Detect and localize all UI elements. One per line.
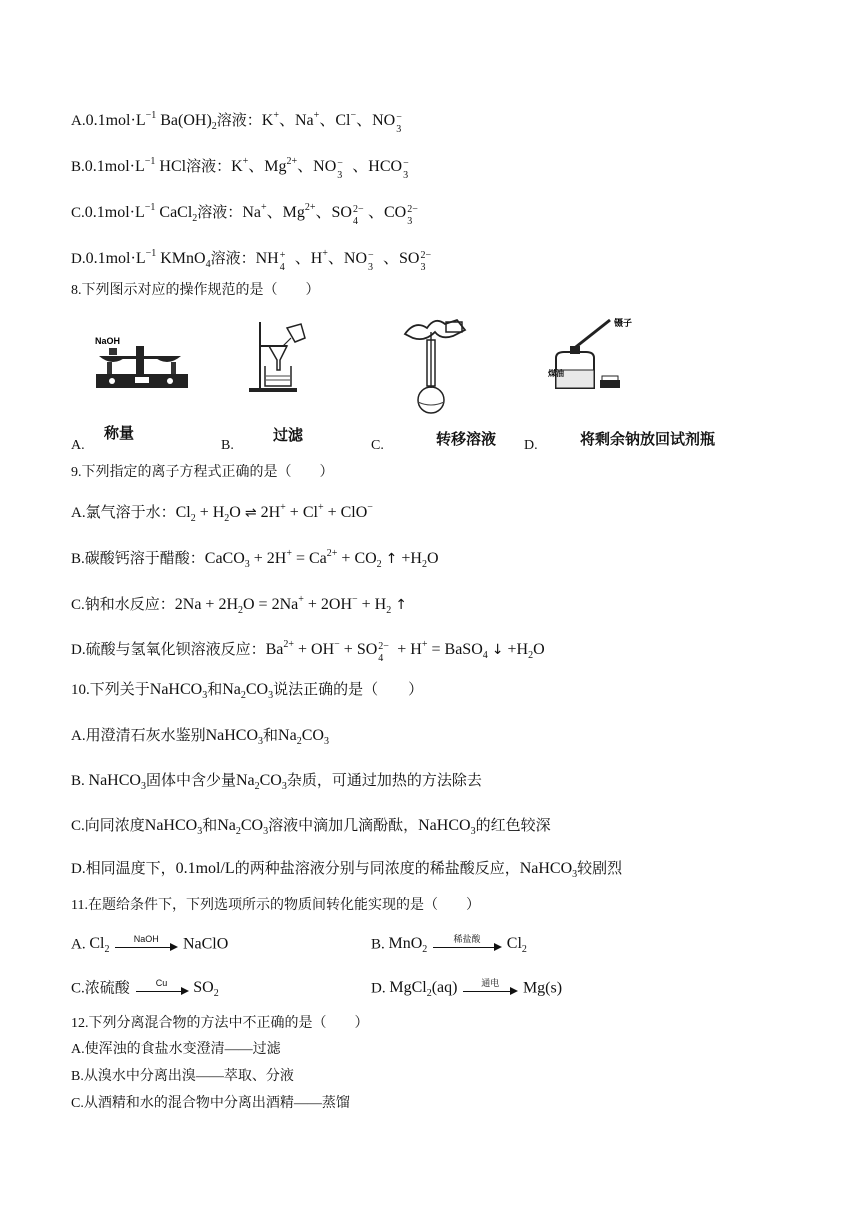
q7-option-c: $C.0.1mol\cdot L^{-1}$ CaCl$_2$溶液：Na+、$Mg^{2+}$、SO 2− 4 、CO 2− 3 xyxy=(71,202,418,228)
q12-option-a: A.使浑浊的食盐水变澄清——过滤 xyxy=(71,1042,281,1057)
q10-option-b: B. NaHCO$_3$固体中含少量$Na_2CO_3$杂质，可通过加热的方法除去 xyxy=(71,772,482,792)
q7-option-a: $A.0.1mol\cdot L^{-1}$ $Ba(OH)_2$溶液：K+、Na+、Cl−、NO − 3 xyxy=(71,110,402,136)
balance-illustration xyxy=(91,326,201,406)
q12-option-c: C.从酒精和水的混合物中分离出酒精——蒸馏 xyxy=(71,1096,350,1111)
q10-option-d: D.相同温度下，0.1mol/L的两种盐溶液分别与同浓度的稀盐酸反应，NaHCO$_3$较剧烈 xyxy=(71,860,623,880)
reaction-arrow-b: 稀盐酸 xyxy=(431,934,503,956)
q10-stem: 10.下列关于NaHCO$_3$和$Na_2CO_3$说法正确的是（ ） xyxy=(71,681,424,701)
figure-label-d: D. xyxy=(524,438,538,453)
tweezers-label: 镊子 xyxy=(614,319,633,329)
kerosene-label: 煤油 xyxy=(548,369,564,378)
caption-return-sodium: 将剩余钠放回试剂瓶 xyxy=(580,430,716,448)
reaction-arrow-d: 通电 xyxy=(461,978,519,1000)
figure-balance xyxy=(71,310,221,453)
q7-option-d: $D.0.1mol\cdot L^{-1}$ KMnO$_4$溶液：NH + 4 、H+、NO − 3 、SO 2− 3 xyxy=(71,248,432,274)
figure-reagent-bottle xyxy=(524,310,764,453)
q8-stem: 8.下列图示对应的操作规范的是（ ） xyxy=(71,283,320,298)
q9-option-b: B.碳酸钙溶于醋酸：CaCO$_3$ + $2H^+ = Ca^{2+} + CO_2$ ↑ $+H_2O$ xyxy=(71,548,439,570)
reaction-arrow-c: Cu xyxy=(134,978,190,1000)
q12-stem: 12.下列分离混合物的方法中不正确的是（ ） xyxy=(71,1016,369,1031)
q7-option-b: $B.0.1mol\cdot L^{-1}$ HCl溶液：K+、$Mg^{2+}$、NO − 3 、HCO − 3 xyxy=(71,156,409,182)
caption-weighing: 称量 xyxy=(104,424,135,442)
q11-option-d: D. MgCl$_2$(aq) 通电 Mg(s) xyxy=(371,978,563,1000)
naoh-label: NaOH xyxy=(95,336,121,346)
q9-option-d: D.硫酸与氢氧化钡溶液反应：$Ba^{2+} + OH^-$ + SO 2− 4 + H+ = BaSO$_4$ ↓ $+H_2O$ xyxy=(71,639,545,665)
q9-stem: 9.下列指定的离子方程式正确的是（ ） xyxy=(71,465,334,480)
q11-option-a: A. $Cl_2$ NaOH NaClO xyxy=(71,934,229,956)
figure-label-c: C. xyxy=(371,438,384,453)
figure-label-b: B. xyxy=(221,438,234,453)
q11-option-c: C.浓硫酸 Cu $SO_2$ xyxy=(71,978,219,1000)
reagent-bottle-illustration xyxy=(548,310,668,395)
volumetric-flask-illustration xyxy=(401,314,491,414)
caption-filtration: 过滤 xyxy=(273,426,304,444)
q9-option-c: C.钠和水反应：$2Na + 2H_2O = 2Na^+ + 2OH^- + H_2$ ↑ xyxy=(71,594,407,616)
caption-transfer: 转移溶液 xyxy=(436,430,497,448)
q9-option-a: A.氯气溶于水：$Cl_2 + H_2O$ ⇌ 2H+ + Cl+ + ClO− xyxy=(71,502,373,524)
q12-option-b: B.从溴水中分离出溴——萃取、分液 xyxy=(71,1069,294,1084)
q10-option-a: A.用澄清石灰水鉴别NaHCO$_3$和$Na_2CO_3$ xyxy=(71,727,329,747)
q11-stem: 11.在题给条件下，下列选项所示的物质间转化能实现的是（ ） xyxy=(71,898,480,913)
figure-filtration xyxy=(221,310,371,453)
reaction-arrow-a: NaOH xyxy=(113,934,179,956)
q10-option-c: C.向同浓度NaHCO$_3$和$Na_2CO_3$溶液中滴加几滴酚酞，NaHCO$_3$的红色较深 xyxy=(71,817,551,837)
figure-transfer xyxy=(371,310,521,453)
filtration-illustration xyxy=(243,316,333,396)
figure-label-a: A. xyxy=(71,438,85,453)
q11-option-b: B. MnO$_2$ 稀盐酸 $Cl_2$ xyxy=(371,934,527,956)
